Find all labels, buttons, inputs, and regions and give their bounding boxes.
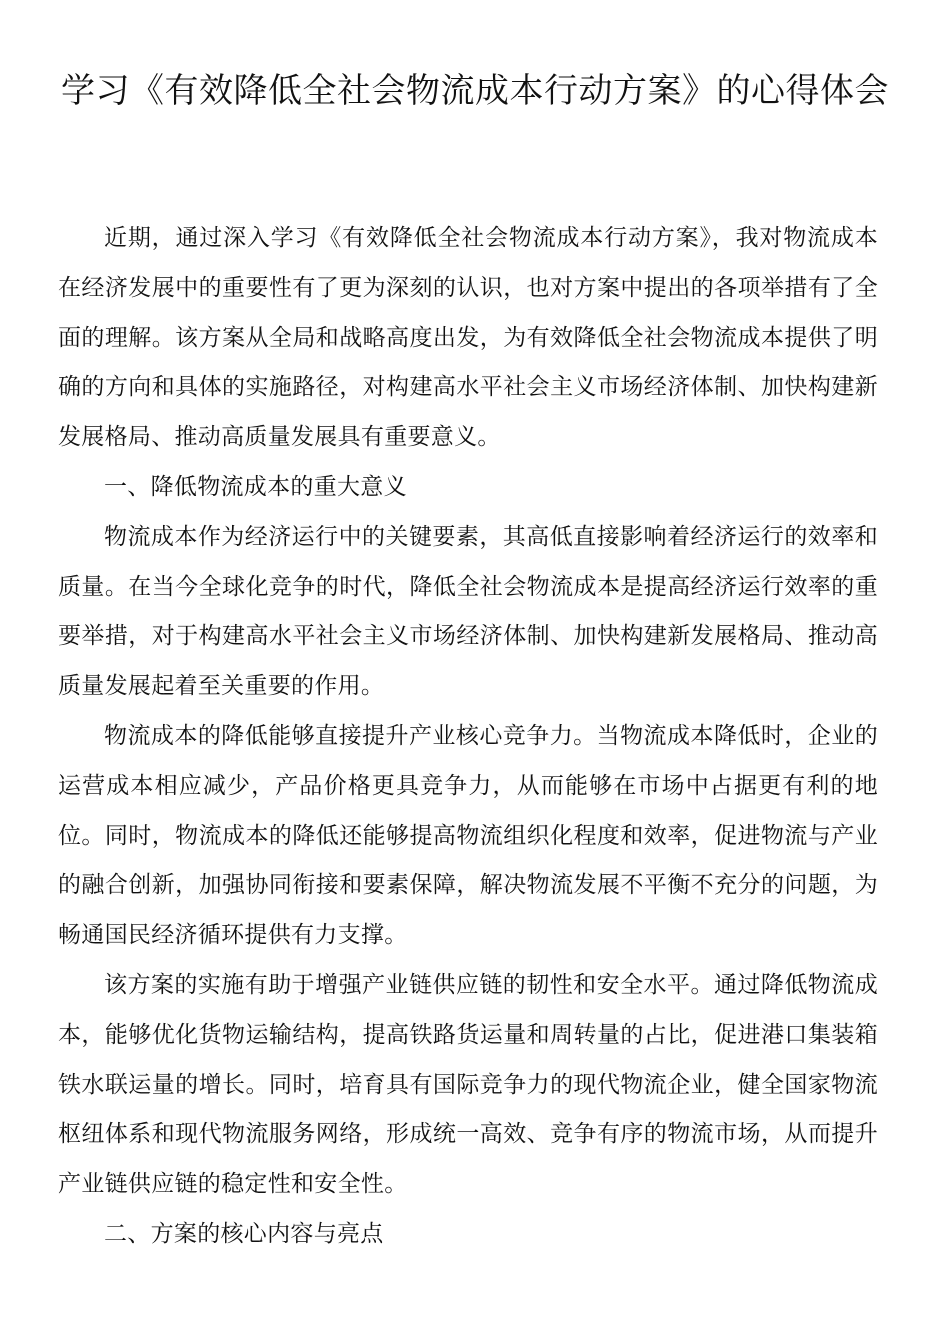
body-paragraph: 物流成本的降低能够直接提升产业核心竞争力。当物流成本降低时，企业的运营成本相应减少，产品价格更具竞争力，从而能够在市场中占据更有利的地位。同时，物流成本的降低还能够提高物流组织化程度和效率，促进物流与产业的融合创新，加强协同衔接和要素保障，解决物流发展不平衡不充分的问题，为畅通国民经济循环提供有力支撑。	[58, 722, 878, 949]
body-paragraph: 该方案的实施有助于增强产业链供应链的韧性和安全水平。通过降低物流成本，能够优化货物运输结构，提高铁路货运量和周转量的占比，促进港口集装箱铁水联运量的增长。同时，培育具有国际竞争力的现代物流企业，健全国家物流枢纽体系和现代物流服务网络，形成统一高效、竞争有序的物流市场，从而提升产业链供应链的稳定性和安全性。	[58, 971, 878, 1198]
document-title: 学习《有效降低全社会物流成本行动方案》的心得体会	[61, 71, 889, 111]
section-heading-1: 一、降低物流成本的重大意义	[104, 473, 407, 500]
body-paragraph: 物流成本作为经济运行中的关键要素，其高低直接影响着经济运行的效率和质量。在当今全球化竞争的时代，降低全社会物流成本是提高经济运行效率的重要举措，对于构建高水平社会主义市场经济体制、加快构建新发展格局、推动高质量发展起着至关重要的作用。	[58, 523, 878, 700]
intro-paragraph: 近期，通过深入学习《有效降低全社会物流成本行动方案》，我对物流成本在经济发展中的重要性有了更为深刻的认识，也对方案中提出的各项举措有了全面的理解。该方案从全局和战略高度出发，为有效降低全社会物流成本提供了明确的方向和具体的实施路径，对构建高水平社会主义市场经济体制、加快构建新发展格局、推动高质量发展具有重要意义。	[58, 225, 878, 451]
section-heading-2: 二、方案的核心内容与亮点	[104, 1220, 384, 1247]
document-body	[58, 214, 878, 1260]
